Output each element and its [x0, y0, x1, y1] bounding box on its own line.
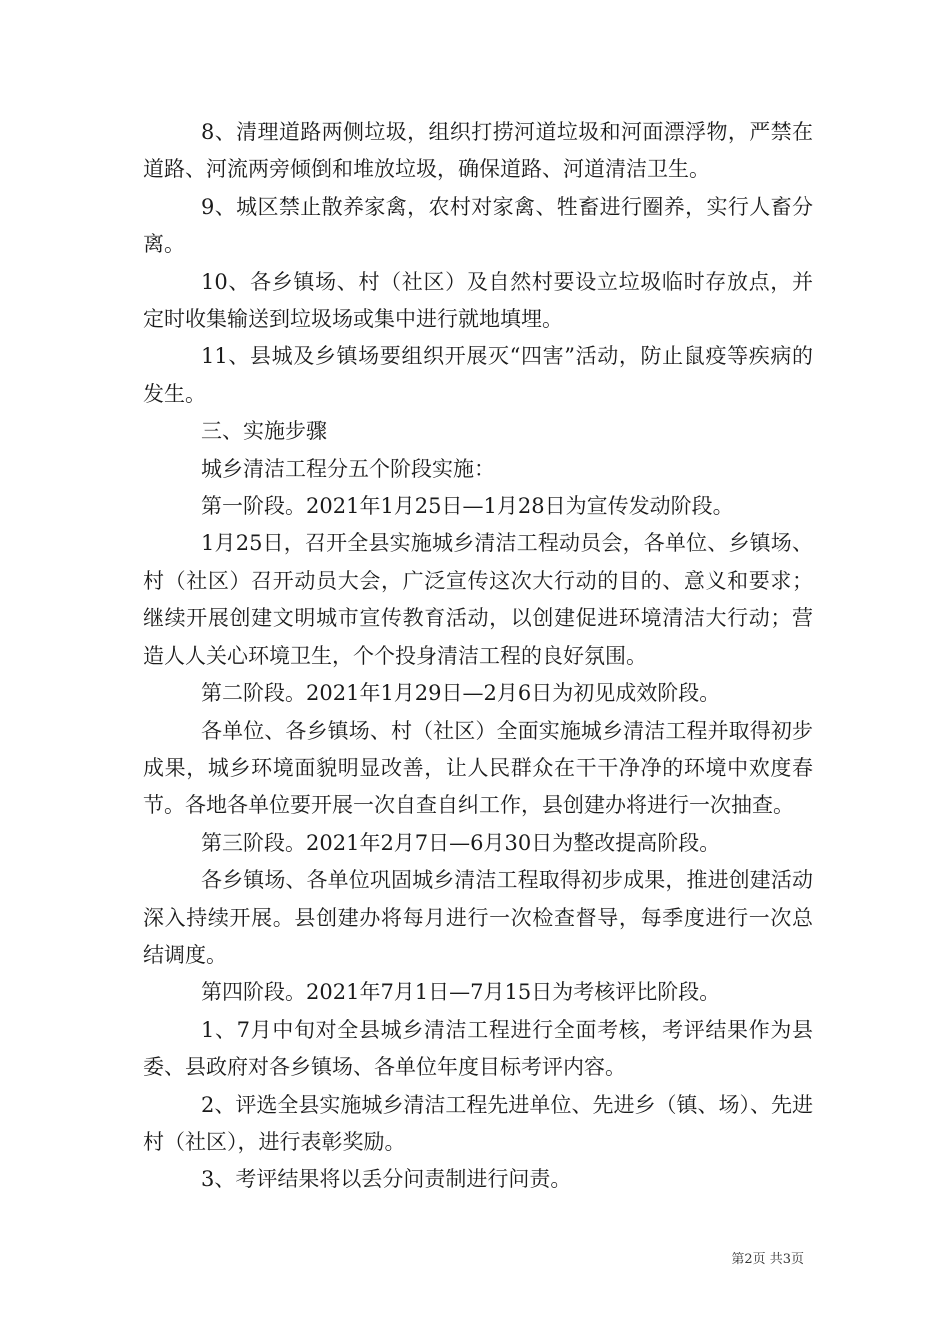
- paragraph-phase-4-item-2: 2、评选全县实施城乡清洁工程先进单位、先进乡（镇、场）、先进村（社区），进行表彰奖励。: [143, 1092, 813, 1154]
- paragraph-phase-2-body: 各单位、各乡镇场、村（社区）全面实施城乡清洁工程并取得初步成果，城乡环境面貌明显改善，让人民群众在干干净净的环境中欢度春节。各地各单位要开展一次自查自纠工作，县创建办将进行一次抽查。: [143, 718, 813, 818]
- paragraph-phase-2-title: 第二阶段。2021年1月29日—2月6日为初见成效阶段。: [201, 681, 721, 706]
- paragraph-phase-1-title: 第一阶段。2021年1月25日—1月28日为宣传发动阶段。: [201, 494, 734, 519]
- paragraph-item-9: 9、城区禁止散养家禽，农村对家禽、牲畜进行圈养，实行人畜分离。: [143, 194, 813, 257]
- paragraph-phase-3-body: 各乡镇场、各单位巩固城乡清洁工程取得初步成果，推进创建活动深入持续开展。县创建办将每月进行一次检查督导，每季度进行一次总结调度。: [143, 868, 813, 967]
- paragraph-phase-4-item-3: 3、考评结果将以丢分问责制进行问责。: [201, 1167, 572, 1192]
- page-number-footer: 第2页 共3页: [731, 1252, 804, 1267]
- paragraph-item-10: 10、各乡镇场、村（社区）及自然村要设立垃圾临时存放点，并定时收集输送到垃圾场或集中进行就地填埋。: [143, 269, 813, 332]
- section-heading-implementation-steps: 三、实施步骤: [201, 419, 327, 444]
- paragraph-phase-1-body: 1月25日，召开全县实施城乡清洁工程动员会，各单位、乡镇场、村（社区）召开动员大会，广泛宣传这次大行动的目的、意义和要求；继续开展创建文明城市宣传教育活动，以创建促进环境清洁大行动；营造人人关心环境卫生，个个投身清洁工程的良好氛围。: [143, 531, 813, 668]
- paragraph-phases-intro: 城乡清洁工程分五个阶段实施：: [201, 456, 495, 481]
- paragraph-item-11: 11、县城及乡镇场要组织开展灭“四害”活动，防止鼠疫等疾病的发生。: [143, 344, 813, 406]
- document-body: [143, 114, 813, 1199]
- paragraph-phase-4-title: 第四阶段。2021年7月1日—7月15日为考核评比阶段。: [201, 980, 721, 1005]
- paragraph-phase-4-item-1: 1、7月中旬对全县城乡清洁工程进行全面考核，考评结果作为县委、县政府对各乡镇场、各单位年度目标考评内容。: [143, 1017, 813, 1080]
- paragraph-phase-3-title: 第三阶段。2021年2月7日—6月30日为整改提高阶段。: [201, 830, 721, 855]
- paragraph-item-8: 8、清理道路两侧垃圾，组织打捞河道垃圾和河面漂浮物，严禁在道路、河流两旁倾倒和堆放垃圾，确保道路、河道清洁卫生。: [143, 120, 813, 182]
